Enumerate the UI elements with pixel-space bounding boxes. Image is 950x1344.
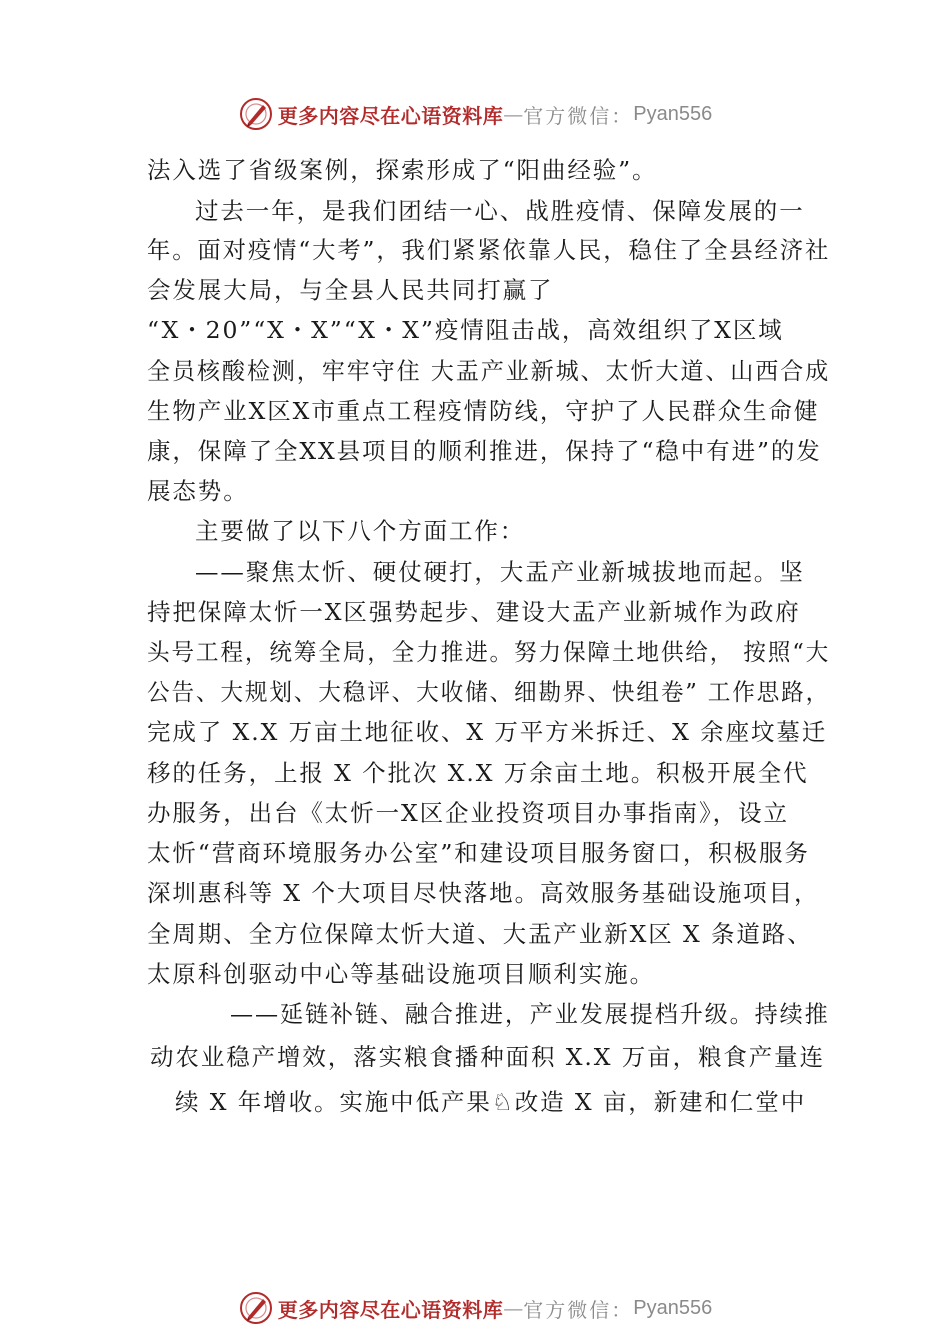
- body-line: 会发展大局，与全县人民共同打赢了: [147, 276, 554, 304]
- body-line: 头号工程，统筹全局，全力推进。努力保障土地供给， 按照“大: [147, 638, 831, 666]
- banner-wechat-id: Pyan556: [633, 1296, 713, 1319]
- body-line: 公告、大规划、大稳评、大收储、细勘界、快组卷” 工作思路，: [147, 678, 831, 706]
- banner-brand-text: 更多内容尽在心语资料库: [277, 103, 504, 128]
- body-line: 持把保障太忻一X区强势起步、建设大盂产业新城作为政府: [147, 598, 801, 626]
- body-line: 展态势。: [147, 477, 249, 505]
- body-line: ——延链补链、融合推进，产业发展提档升级。持续推: [230, 1000, 830, 1028]
- banner-brand-text: 更多内容尽在心语资料库: [277, 1297, 504, 1322]
- banner-wechat-id: Pyan556: [633, 102, 713, 125]
- body-line: 全员核酸检测，牢牢守住 大盂产业新城、太忻大道、山西合成: [147, 357, 831, 385]
- body-line: 办服务，出台《太忻一X区企业投资项目办事指南》，设立: [147, 799, 789, 827]
- footer-banner: [0, 1286, 950, 1330]
- body-line: 动农业稳产增效，落实粮食播种面积 X.X 万亩，粮食产量连: [150, 1043, 825, 1071]
- banner-official-label: 官方微信：: [523, 103, 634, 128]
- banner-separator: —: [503, 1296, 524, 1320]
- banner-official-label: 官方微信：: [523, 1297, 634, 1322]
- body-line: 主要做了以下八个方面工作：: [195, 517, 526, 545]
- body-line: 太忻“营商环境服务办公室”和建设项目服务窗口，积极服务: [147, 839, 810, 867]
- body-line: 生物产业X区X市重点工程疫情防线，守护了人民群众生命健: [147, 397, 820, 425]
- body-line: 全周期、全方位保障太忻大道、大盂产业新X区 X 条道路、: [147, 920, 813, 948]
- body-line: 康，保障了全XX县项目的顺利推进，保持了“稳中有进”的发: [147, 437, 822, 465]
- body-line: 深圳惠科等 X 个大项目尽快落地。高效服务基础设施项目，: [147, 879, 820, 907]
- body-line: 太原科创驱动中心等基础设施项目顺利实施。: [147, 960, 655, 988]
- pen-circle-logo-icon: [238, 1290, 274, 1326]
- body-line: 过去一年，是我们团结一心、战胜疫情、保障发展的一: [195, 197, 805, 225]
- body-line: 移的任务，上报 X 个批次 X.X 万余亩土地。积极开展全代: [147, 759, 809, 787]
- banner-separator: —: [503, 102, 524, 126]
- body-line: 续 X 年增收。实施中低产果♘改造 X 亩，新建和仁堂中: [175, 1088, 807, 1116]
- body-line: “X・20”“X・X”“X・X”疫情阻击战，高效组织了X区域: [147, 316, 784, 344]
- body-line: 完成了 X.X 万亩土地征收、X 万平方米拆迁、X 余座坟墓迁: [147, 718, 828, 746]
- body-line: 法入选了省级案例，探索形成了“阳曲经验”。: [147, 156, 658, 184]
- body-line: 年。面对疫情“大考”，我们紧紧依靠人民，稳住了全县经济社: [147, 236, 831, 264]
- body-line: ——聚焦太忻、硬仗硬打，大盂产业新城拔地而起。坚: [195, 558, 805, 586]
